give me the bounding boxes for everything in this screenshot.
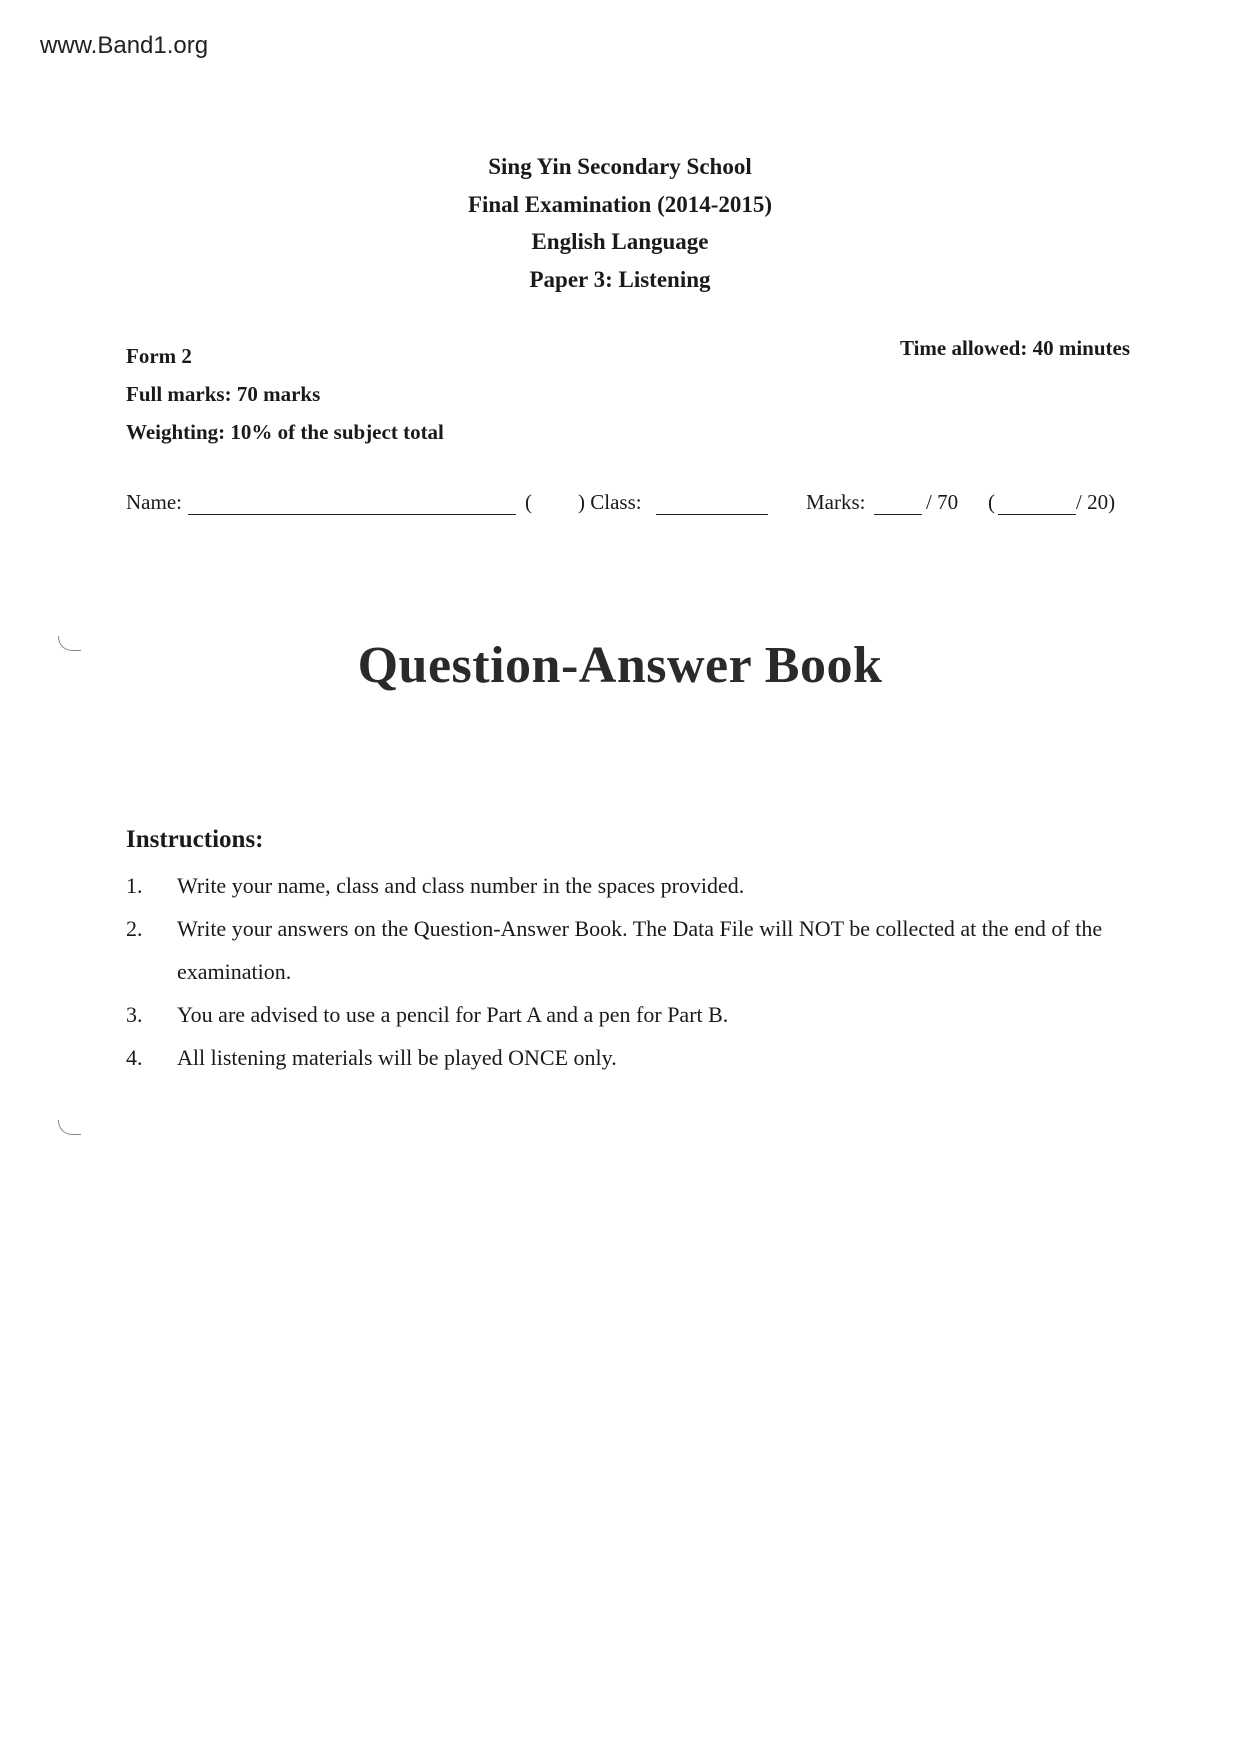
exam-meta <box>126 337 444 451</box>
name-label: Name: <box>126 490 182 514</box>
marks-field[interactable] <box>874 490 922 515</box>
instruction-item <box>126 864 1136 907</box>
instruction-number: 1. <box>126 873 143 898</box>
instructions-list <box>126 864 1136 1079</box>
weighting: Weighting: 10% of the subject total <box>126 420 444 444</box>
weighted-total: / 20) <box>1076 490 1116 514</box>
instruction-text: Write your answers on the Question-Answer Book. The Data File will NOT be collected at the end of the examination. <box>177 916 1103 984</box>
exam-name: Final Examination (2014-2015) <box>467 191 773 217</box>
instruction-number: 2. <box>126 916 143 941</box>
marks-total: / 70 <box>926 490 959 514</box>
instruction-item <box>126 993 1136 1036</box>
paper-name: Paper 3: Listening <box>529 266 711 292</box>
instruction-text: Write your name, class and class number in the spaces provided. <box>177 873 745 898</box>
weighted-open-paren: ( <box>988 490 995 514</box>
instruction-item <box>126 1036 1136 1079</box>
instruction-number: 3. <box>126 1002 143 1027</box>
student-info-fields <box>126 490 1136 520</box>
class-label: ) Class: <box>578 490 642 514</box>
name-field[interactable] <box>188 490 516 515</box>
weighted-marks-field[interactable] <box>998 490 1076 515</box>
hole-punch-mark <box>58 1120 81 1135</box>
instruction-number: 4. <box>126 1045 143 1070</box>
school-name: Sing Yin Secondary School <box>488 154 752 179</box>
class-field[interactable] <box>656 490 768 515</box>
class-number-field[interactable] <box>542 490 576 514</box>
instruction-text: You are advised to use a pencil for Part A and a pen for Part B. <box>177 1002 729 1027</box>
form-level: Form 2 <box>126 344 192 368</box>
book-title: Question-Answer Book <box>357 637 883 694</box>
instruction-text: All listening materials will be played ONCE only. <box>177 1045 617 1070</box>
instruction-item <box>126 907 1136 993</box>
instructions-heading: Instructions: <box>126 826 264 853</box>
watermark: www.Band1.org <box>40 32 209 59</box>
time-allowed: Time allowed: 40 minutes <box>899 336 1130 360</box>
exam-header <box>0 148 1240 298</box>
class-number-open-paren: ( <box>525 490 532 514</box>
marks-label: Marks: <box>806 490 866 514</box>
subject-name: English Language <box>531 229 709 254</box>
full-marks: Full marks: 70 marks <box>126 382 321 406</box>
